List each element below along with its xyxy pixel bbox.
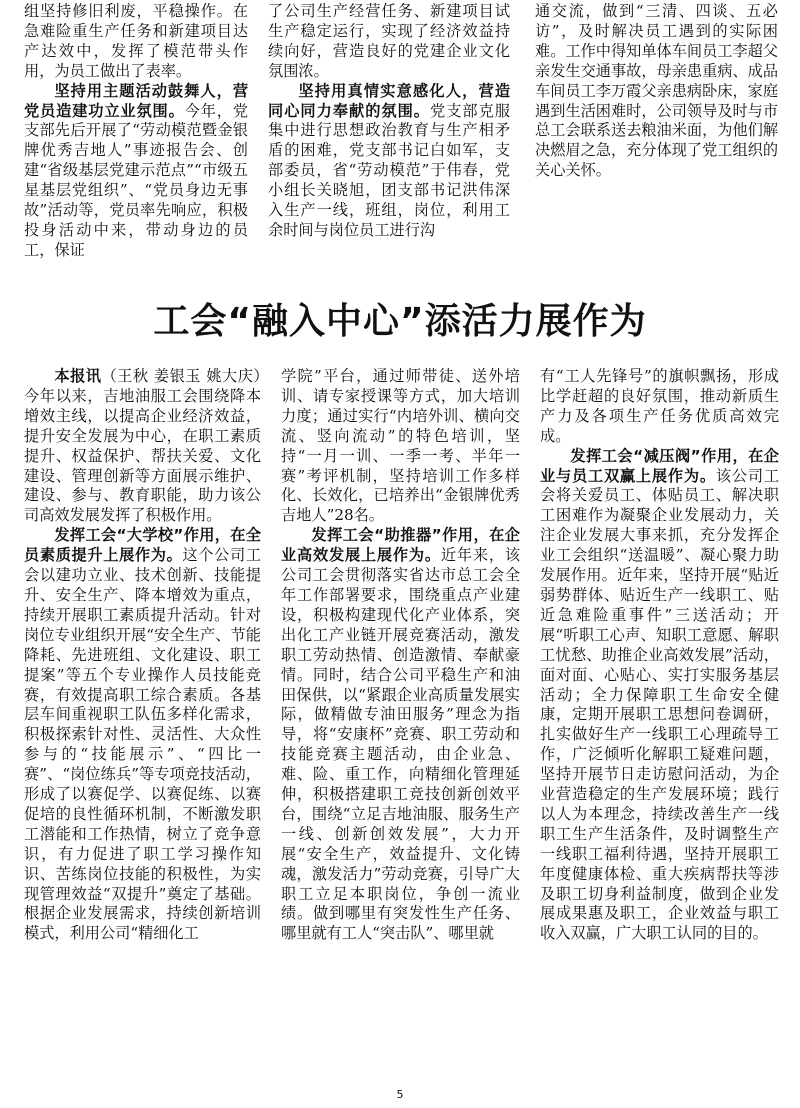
article-col1-paragraph-1 <box>24 367 261 526</box>
top-col2-paragraph-2 <box>268 82 510 241</box>
article-col2-lead: 发挥工会“助推器”作用，在企业高效发展上展作为。 <box>281 526 520 565</box>
article-headline: 工会“融入中心”添活力展作为 <box>153 301 647 342</box>
article-col1-intro: （王秋 姜银玉 姚大庆）今年以来，吉地油服工会围绕降本增效主线，以提高企业经济效益，提升安全发展为中心，在职工素质提升、权益保护、帮扶关爱、文化建设、管理创新等方面展示维护、建设、参与、教育职能，助力该公司高效发展发挥了积极作用。 <box>24 367 261 525</box>
article-col1-body: 这个公司工会以建功立业、技术创新、技能提升、安全生产、降本增效为重点，持续开展职工素质提升活动。针对岗位专业组织开展“安全生产、节能降耗、先进班组、文化建设、职工提案”等五个专业操作人员技能竞赛，有效提高职工综合素质。各基层车间重视职工队伍多样化需求，积极探索针对性、灵活性、大众性参与的“技能展示”、“四比一赛”、“岗位练兵”等专项竞技活动，形成了以赛促学、以赛促练、以赛促培的良性循环机制，不断激发职工潜能和工作热情，树立了竞争意识，有力促进了职工学习操作知识、苦练岗位技能的积极性，为实现管理效益“双提升”奠定了基础。根据企业发展需求，持续创新培训模式，利用公司“精细化工 <box>24 546 261 943</box>
top-column-2 <box>268 2 510 284</box>
article-column-3 <box>540 367 779 1087</box>
top-col3-paragraph-1: 通交流，做到“三清、四谈、五必访”，及时解决员工遇到的实际困难。工作中得知单体车间员工李超父亲发生交通事故，母亲患重病、成品车间员工李万霞父亲患病卧床，家庭遇到生活困难时，公司领导及时与市总工会联系送去粮油米面，为他们解决燃眉之急，充分体现了党工组织的关心关怀。 <box>535 2 778 180</box>
article-col3-body: 该公司工会将关爱员工、体贴员工、解决职工困难作为凝聚企业发展动力，关注企业发展大事来抓，充分发挥企业工会组织“送温暖”、凝心聚力助发展作用。近年来，坚持开展“贴近弱势群体、贴近生产一线职工、贴近急难险重事件”三送活动；开展“听职工心声、知职工意愿、解职工忧愁、助推企业高效发展”活动，面对面、心贴心、实打实服务基层活动；全力保障职工生命安全健康，定期开展职工思想问卷调研，扎实做好生产一线职工心理疏导工作，广泛倾听化解职工疑难问题，坚持开展节日走访慰问活动，为企业营造稳定的生产发展环境；践行以人为本理念，持续改善生产一线职工生产生活条件，及时调整生产一线职工福利待遇，坚持开展职工年度健康体检、重大疾病帮扶等涉及职工切身利益制度，做到企业发展成果惠及职工，企业效益与职工收入双赢，广大职工认同的目的。 <box>540 466 779 943</box>
top-col2-lead: 坚持用真情实意感化人，营造同心同力奉献的氛围。 <box>268 81 510 120</box>
top-col1-paragraph-1: 组坚持修旧利废，平稳操作。在急难险重生产任务和新建项目达产达效中，发挥了模范带头作用，为员工做出了表率。 <box>24 2 248 80</box>
top-col1-body: 今年，党支部先后开展了“劳动模范暨金银牌优秀吉地人”事迹报告会、创建“省级基层党建示范点”“市级五星基层党组织”、“党员身边无事故”活动等，党员率先响应，积极投身活动中来，带动身边的员工，保证 <box>24 101 248 259</box>
article-dateline: 本报讯 <box>54 367 102 385</box>
article-col2-paragraph-1: 学院”平台，通过师带徒、送外培训、请专家授课等方式，加大培训力度；通过实行“内培外训、横向交流、竖向流动”的特色培训，坚持“一月一训、一季一考、半年一赛”考评机制，坚持培训工作多样化、长效化，已培养出“金银牌优秀吉地人”28名。 <box>281 367 520 525</box>
top-column-3 <box>535 2 778 284</box>
article-col1-lead: 发挥工会“大学校”作用，在全员素质提升上展作为。 <box>24 526 261 565</box>
article-column-2 <box>281 367 520 1087</box>
top-col1-lead: 坚持用主题活动鼓舞人，营党员造建功立业氛围。 <box>24 81 248 120</box>
article-col2-paragraph-2 <box>281 526 520 944</box>
top-col2-paragraph-1: 了公司生产经营任务、新建项目试生产稳定运行，实现了经济效益持续向好，营造良好的党建企业文化氛围浓。 <box>268 2 510 80</box>
article-col1-paragraph-2 <box>24 526 261 944</box>
top-col2-body: 党支部克服集中进行思想政治教育与生产相矛盾的困难，党支部书记白如军，支部委员，省“劳动模范”于伟春，党小组长关晓旭，团支部书记洪伟深入生产一线，班组，岗位，利用工余时间与岗位员工进行沟 <box>268 101 510 239</box>
article-col3-paragraph-2 <box>540 447 779 945</box>
article-col3-lead: 发挥工会“减压阀”作用，在企业与员工双赢上展作为。 <box>540 446 779 485</box>
top-column-1 <box>24 2 248 284</box>
top-col1-paragraph-2 <box>24 82 248 261</box>
article-col2-body: 近年来，该公司工会贯彻落实省达市总工会全年工作部署要求，围绕重点产业建设，积极构建现代化产业体系，突出化工产业链开展竞赛活动，激发职工劳动热情、创造激情、奉献豪情。同时，结合公司平稳生产和油田保供，以“紧跟企业高质量发展实际，做精做专油田服务”理念为指导，将“安康杯”竞赛、职工劳动和技能竞赛主题活动，由企业急、难、险、重工作，向精细化管理延伸，积极搭建职工竞技创新创效平台，围绕“立足吉地油服、服务生产一线、创新创效发展”，大力开展“安全生产，效益提升、文化铸魂，激发活力”劳动竞赛，引导广大职工立足本职岗位，争创一流业绩。做到哪里有突发性生产任务、哪里就有工人“突击队”、哪里就 <box>281 546 520 943</box>
page-number: 5 <box>396 1088 404 1101</box>
article-col3-paragraph-1: 有“工人先锋号”的旗帜飘扬，形成比学赶超的良好氛围，推动新质生产力及各项生产任务优质高效完成。 <box>540 367 779 445</box>
article-column-1 <box>24 367 261 1087</box>
